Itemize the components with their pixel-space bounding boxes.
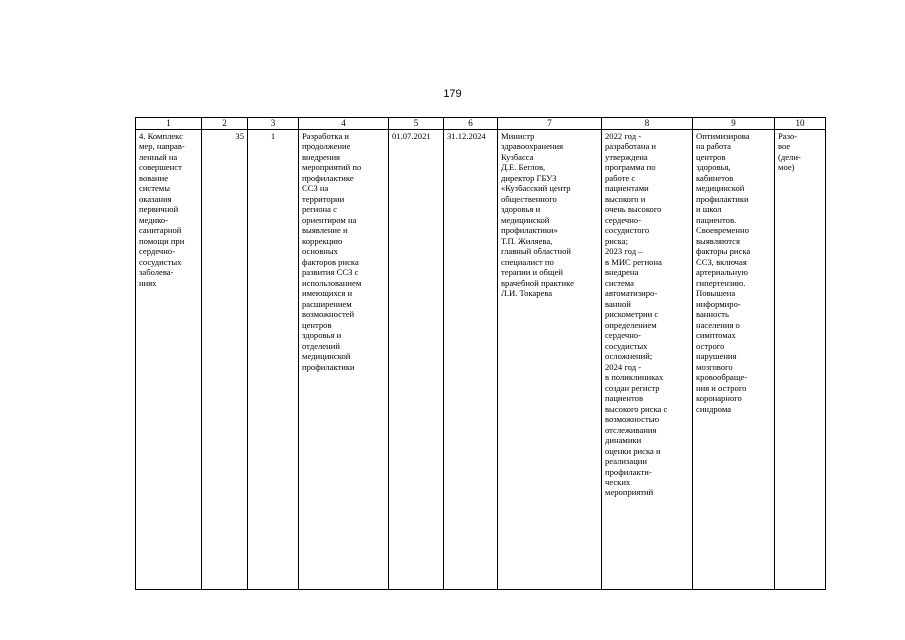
- result-cell: 2022 год - разработана и утверждена программа по работе с пациентами высокого и очень высокого сердечно- сосудистого риска; 2023 год – в МИС региона внедрена система автоматизиро- ванной рискометрии с определением сердечно- сосудистых осложнений; 2024 год - в поликлиниках создан регистр пациентов высокого риска с возможностью отслеживания динамики оценки риска и реализации профилакти- ческих мероприятий: [602, 130, 693, 590]
- header-cell: 9: [693, 118, 775, 130]
- effect-cell: Оптимизирова на работа центров здоровья, кабинетов медицинской профилактики и школ пациентов. Своевременно выявляются факторы риска ССЗ, включая артериальную гипертензию. Повышена информиро- ванность населения о симптомах острого нарушения мозгового кровообраще- ния и острого коронарного синдрома: [693, 130, 775, 590]
- header-cell: 7: [498, 118, 602, 130]
- col2-cell: 35: [202, 130, 248, 590]
- measures-table: [135, 117, 826, 590]
- type-cell: Разо- вое (дели- мое): [775, 130, 826, 590]
- col3-cell: 1: [248, 130, 299, 590]
- header-cell: 6: [444, 118, 498, 130]
- header-cell: 1: [136, 118, 202, 130]
- start-date-cell: 01.07.2021: [389, 130, 444, 590]
- header-cell: 8: [602, 118, 693, 130]
- responsible-cell: Министр здравоохранения Кузбасса Д.Е. Беглов, директор ГБУЗ «Кузбасский центр общественного здоровья и медицинской профилактики» Т.П. Жиляева, главный областной специалист по терапии и общей врачебной практике Л.И. Токарева: [498, 130, 602, 590]
- measure-name-cell: 4. Комплекс мер, направ- ленный на совершенст вование системы оказания первичной медико- санитарной помощи при сердечно- сосудистых заболева- ниях: [136, 130, 202, 590]
- header-cell: 2: [202, 118, 248, 130]
- header-cell: 4: [299, 118, 389, 130]
- header-row: [136, 118, 826, 130]
- header-cell: 10: [775, 118, 826, 130]
- activity-description-cell: Разработка и продолжение внедрения мероприятий по профилактике ССЗ на территории региона с ориентиром на выявление и коррекцию основных факторов риска развития ССЗ с использованием имеющихся и расширением возможностей центров здоровья и отделений медицинской профилактики: [299, 130, 389, 590]
- end-date-cell: 31.12.2024: [444, 130, 498, 590]
- table-row: [136, 130, 826, 590]
- header-cell: 3: [248, 118, 299, 130]
- header-cell: 5: [389, 118, 444, 130]
- page-number: 179: [443, 88, 462, 100]
